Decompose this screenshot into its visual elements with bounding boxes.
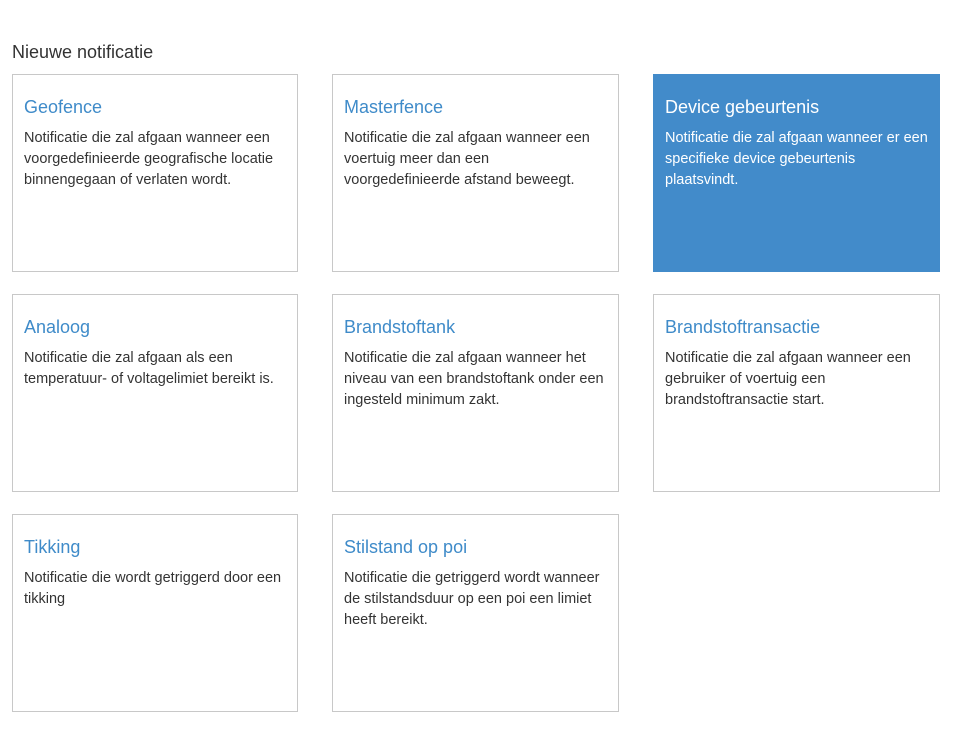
card-masterfence[interactable] xyxy=(332,74,619,272)
card-title: Analoog xyxy=(24,317,91,337)
card-description: Notificatie die zal afgaan wanneer een voertuig meer dan een voorgedefinieerde afstand beweegt. xyxy=(344,130,590,188)
card-description: Notificatie die wordt getriggerd door een tikking xyxy=(24,570,282,607)
card-description: Notificatie die getriggerd wordt wanneer de stilstandsduur op een poi een limiet heeft bereikt. xyxy=(344,570,600,628)
card-description: Notificatie die zal afgaan wanneer een voorgedefinieerde geografische locatie binnengegaan of verlaten wordt. xyxy=(24,130,274,188)
card-title: Stilstand op poi xyxy=(344,537,468,557)
page-title: Nieuwe notificatie xyxy=(12,42,154,62)
card-title: Tikking xyxy=(24,537,81,557)
card-tagging[interactable] xyxy=(12,514,298,712)
card-title: Masterfence xyxy=(344,97,444,117)
card-device-event[interactable] xyxy=(653,74,940,272)
card-description: Notificatie die zal afgaan wanneer een gebruiker of voertuig een brandstoftransactie start. xyxy=(665,350,911,408)
card-title: Device gebeurtenis xyxy=(665,97,820,117)
card-title: Brandstoftank xyxy=(344,317,456,337)
card-idle-at-poi[interactable] xyxy=(332,514,619,712)
card-description: Notificatie die zal afgaan als een temperatuur- of voltagelimiet bereikt is. xyxy=(24,350,274,387)
card-fuel-transaction[interactable] xyxy=(653,294,940,492)
card-title: Brandstoftransactie xyxy=(665,317,821,337)
notification-type-grid xyxy=(12,74,940,712)
card-description: Notificatie die zal afgaan wanneer het niveau van een brandstoftank onder een ingesteld minimum zakt. xyxy=(344,350,604,408)
card-geofence[interactable] xyxy=(12,74,298,272)
card-fuel-tank[interactable] xyxy=(332,294,619,492)
card-description: Notificatie die zal afgaan wanneer er een specifieke device gebeurtenis plaatsvindt. xyxy=(665,130,928,188)
card-analog[interactable] xyxy=(12,294,298,492)
card-title: Geofence xyxy=(24,97,103,117)
